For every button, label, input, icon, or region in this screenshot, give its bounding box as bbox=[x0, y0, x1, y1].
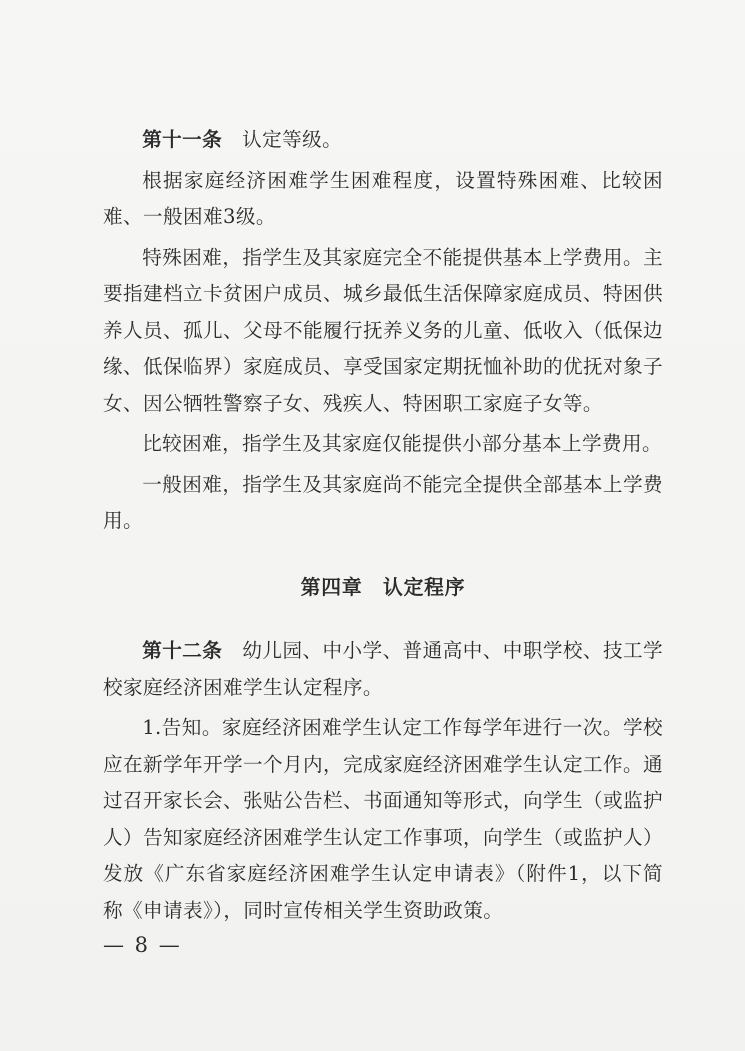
procedure-notice: 1.告知。家庭经济困难学生认定工作每学年进行一次。学校应在新学年开学一个月内，完成家庭经济困难学生认定工作。通过召开家长会、张贴公告栏、书面通知等形式，向学生（或监护人）告知家庭经济困难学生认定工作事项，向学生（或监护人）发放《广东省家庭经济困难学生认定申请表》（附件1，以下简称《申请表》），同时宣传相关学生资助政策。 bbox=[103, 716, 663, 922]
paragraph-special-difficulty: 特殊困难，指学生及其家庭完全不能提供基本上学费用。主要指建档立卡贫困户成员、城乡最低生活保障家庭成员、特困供养人员、孤儿、父母不能履行抚养义务的儿童、低收入（低保边缘、低保临界）家庭成员、享受国家定期抚恤补助的优抚对象子女、因公牺牲警察子女、残疾人、特困职工家庭子女等。 bbox=[103, 245, 663, 415]
paragraph-general-difficulty: 一般困难，指学生及其家庭尚不能完全提供全部基本上学费用。 bbox=[103, 472, 663, 532]
chapter-heading: 第四章 认定程序 bbox=[300, 574, 466, 599]
paragraph-levels: 根据家庭经济困难学生困难程度，设置特殊困难、比较困难、一般困难3级。 bbox=[103, 168, 663, 228]
article-12-text: 幼儿园、中小学、普通高中、中职学校、技工学校家庭经济困难学生认定程序。 bbox=[103, 639, 664, 699]
paragraph-relative-difficulty: 比较困难，指学生及其家庭仅能提供小部分基本上学费用。 bbox=[142, 432, 663, 455]
article-11 bbox=[103, 122, 663, 159]
document-body bbox=[103, 122, 663, 929]
article-11-title: 第十一条 bbox=[142, 128, 223, 151]
article-12 bbox=[103, 633, 663, 706]
article-11-text: 认定等级。 bbox=[242, 128, 343, 151]
article-12-title: 第十二条 bbox=[142, 639, 223, 662]
page-number: — 8 — bbox=[103, 933, 182, 957]
